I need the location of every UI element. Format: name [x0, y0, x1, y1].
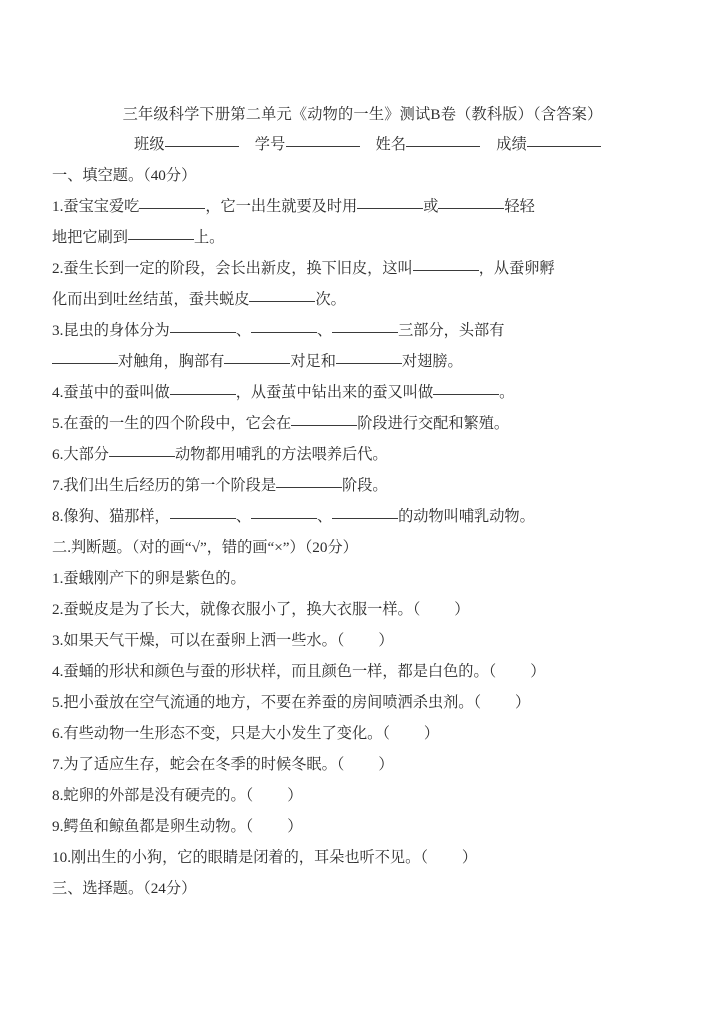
question-text: 9.鳄鱼和鲸鱼都是卵生动物。: [52, 818, 246, 835]
question-text: 4.蚕蛹的形状和颜色与蚕的形状样，而且颜色一样，都是白色的。: [52, 663, 489, 680]
question-text: 2.蚕生长到一定的阶段，会长出新皮，换下旧皮，这叫: [52, 260, 413, 277]
info-field-label: 姓名: [375, 136, 407, 153]
answer-blank[interactable]: [128, 226, 194, 240]
question-true-false-4: [52, 656, 673, 687]
question-text: 动物都用哺乳的方法喂养后代。: [174, 446, 388, 463]
question-text: ，它一出生就要及时用: [205, 198, 358, 215]
question-text: 5.把小蚕放在空气流通的地方，不要在养蚕的房间喷洒杀虫剂。: [52, 694, 474, 711]
answer-blank[interactable]: [332, 319, 398, 333]
question-true-false-3: [52, 625, 673, 656]
question-text: 轻轻: [504, 198, 535, 215]
true-false-answer-box[interactable]: （ ）: [473, 694, 531, 711]
page-title: 三年级科学下册第二单元《动物的一生》测试B卷（教科版）（含答案）: [122, 106, 603, 123]
question-text: 6.有些动物一生形态不变，只是大小发生了变化。: [52, 725, 383, 742]
question-true-false-5: [52, 687, 673, 718]
question-text: 、: [316, 508, 333, 525]
question-text: 阶段进行交配和繁殖。: [357, 415, 510, 432]
question-true-false-10: [52, 842, 673, 873]
info-field-blank[interactable]: [406, 133, 480, 147]
true-false-answer-box[interactable]: （ ）: [245, 818, 303, 835]
true-false-answer-box[interactable]: （ ）: [336, 756, 394, 773]
true-false-answer-box[interactable]: （ ）: [488, 663, 546, 680]
info-field-1[interactable]: [255, 136, 360, 153]
answer-blank[interactable]: [357, 195, 423, 209]
question-fill-in-the-blank-4: [52, 377, 673, 408]
question-text: 或: [423, 198, 439, 215]
section-heading-fill-in-the-blank: 一、填空题。（40分）: [52, 167, 197, 184]
question-text: 、: [316, 322, 333, 339]
question-true-false-7: [52, 749, 673, 780]
answer-blank[interactable]: [249, 288, 315, 302]
answer-blank[interactable]: [433, 381, 499, 395]
question-text: 1.蚕蛾刚产下的卵是紫色的。: [52, 570, 246, 587]
info-field-label: 成绩: [496, 136, 528, 153]
true-false-answer-box[interactable]: （ ）: [382, 725, 440, 742]
answer-blank[interactable]: [251, 505, 317, 519]
answer-blank[interactable]: [170, 381, 236, 395]
answer-blank[interactable]: [332, 505, 398, 519]
question-text: 6.大部分: [52, 446, 109, 463]
question-fill-in-the-blank-2-cont: [52, 284, 673, 315]
question-text: ，从蚕茧中钻出来的蚕又叫做: [235, 384, 434, 401]
question-fill-in-the-blank-6: [52, 439, 673, 470]
answer-blank[interactable]: [276, 474, 342, 488]
info-field-0[interactable]: [134, 136, 239, 153]
question-true-false-9: [52, 811, 673, 842]
question-text: 7.我们出生后经历的第一个阶段是: [52, 477, 277, 494]
question-fill-in-the-blank-7: [52, 470, 673, 501]
section-heading-true-false: 二.判断题。（对的画“√”，错的画“×”）（20分）: [52, 539, 358, 556]
true-false-answer-box[interactable]: （ ）: [420, 849, 478, 866]
info-field-2[interactable]: [376, 136, 481, 153]
answer-blank[interactable]: [170, 319, 236, 333]
question-text: 对足和: [290, 353, 336, 370]
info-field-blank[interactable]: [165, 133, 239, 147]
answer-blank[interactable]: [413, 257, 479, 271]
true-false-answer-box[interactable]: （ ）: [412, 601, 470, 618]
answer-blank[interactable]: [224, 350, 290, 364]
question-text: 7.为了适应生存，蛇会在冬季的时候冬眠。: [52, 756, 337, 773]
info-field-blank[interactable]: [286, 133, 360, 147]
question-text: 、: [235, 508, 251, 525]
question-text: 化而出到吐丝结茧，蚕共蜕皮: [52, 291, 250, 308]
question-text: 3.昆虫的身体分为: [52, 322, 170, 339]
exam-body: [52, 160, 673, 904]
question-text: 4.蚕茧中的蚕叫做: [52, 384, 170, 401]
question-text: 、: [235, 322, 251, 339]
question-true-false-1: [52, 563, 673, 594]
answer-blank[interactable]: [139, 195, 205, 209]
answer-blank[interactable]: [291, 412, 357, 426]
info-field-label: 班级: [133, 136, 165, 153]
question-text: 次。: [315, 291, 346, 308]
section-heading-multiple-choice: 三、选择题。（24分）: [52, 880, 197, 897]
info-field-label: 学号: [254, 136, 286, 153]
question-text: 阶段。: [342, 477, 388, 494]
question-text: 对触角，胸部有: [118, 353, 225, 370]
true-false-answer-box[interactable]: （ ）: [336, 632, 394, 649]
question-true-false-8: [52, 780, 673, 811]
answer-blank[interactable]: [336, 350, 402, 364]
question-text: 5.在蚕的一生的四个阶段中，它会在: [52, 415, 292, 432]
answer-blank[interactable]: [251, 319, 317, 333]
question-fill-in-the-blank-2: [52, 253, 673, 284]
question-text: 1.蚕宝宝爱吃: [52, 198, 140, 215]
question-text: 8.像狗、猫那样，: [52, 508, 170, 525]
question-text: 10.刚出生的小狗，它的眼睛是闭着的，耳朵也听不见。: [52, 849, 421, 866]
info-field-blank[interactable]: [527, 133, 601, 147]
question-text: ，从蚕卵孵: [478, 260, 555, 277]
question-fill-in-the-blank-3-cont: [52, 346, 673, 377]
info-field-3[interactable]: [496, 136, 601, 153]
answer-blank[interactable]: [170, 505, 236, 519]
answer-blank[interactable]: [438, 195, 504, 209]
question-fill-in-the-blank-8: [52, 501, 673, 532]
student-info-line: [52, 130, 673, 160]
answer-blank[interactable]: [109, 443, 175, 457]
question-text: 8.蛇卵的外部是没有硬壳的。: [52, 787, 246, 804]
question-true-false-2: [52, 594, 673, 625]
question-text: 对翅膀。: [401, 353, 463, 370]
question-fill-in-the-blank-1-cont: [52, 222, 673, 253]
question-text: 。: [499, 384, 515, 401]
question-text: 3.如果天气干燥，可以在蚕卵上洒一些水。: [52, 632, 337, 649]
question-text: 的动物叫哺乳动物。: [398, 508, 535, 525]
question-fill-in-the-blank-1: [52, 191, 673, 222]
question-true-false-6: [52, 718, 673, 749]
question-text: 上。: [193, 229, 225, 246]
question-fill-in-the-blank-3: [52, 315, 673, 346]
question-fill-in-the-blank-5: [52, 408, 673, 439]
true-false-answer-box[interactable]: （ ）: [245, 787, 303, 804]
question-text: 地把它刷到: [52, 229, 128, 246]
question-text: 2.蚕蜕皮是为了长大，就像衣服小了，换大衣服一样。: [52, 601, 413, 618]
answer-blank[interactable]: [52, 350, 118, 364]
question-text: 三部分，头部有: [398, 322, 505, 339]
